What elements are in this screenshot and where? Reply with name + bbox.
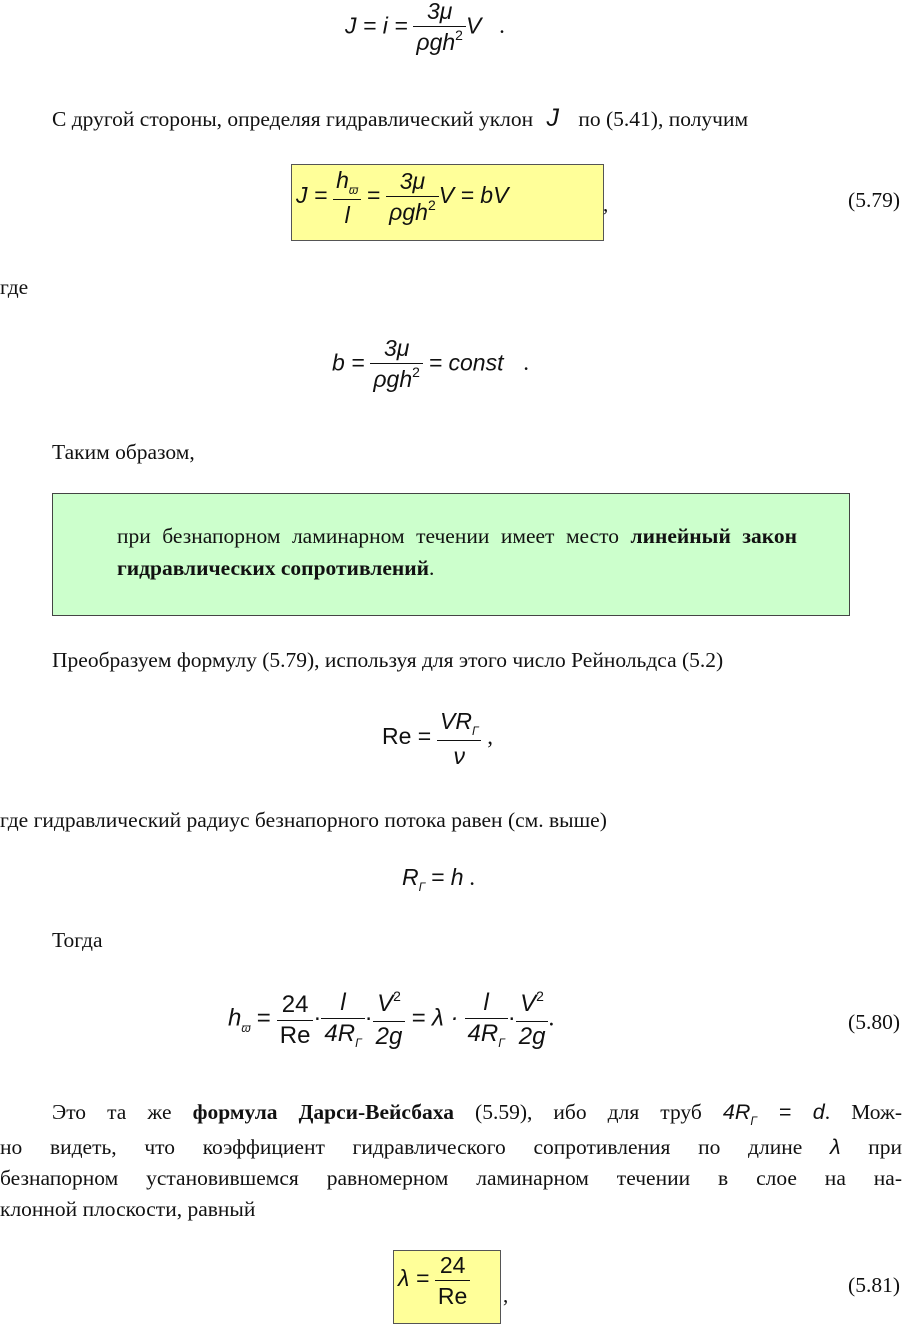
equation-number-5-79: (5.79) [848, 188, 900, 212]
eq579-frac2-den-text: ρgh [389, 198, 428, 225]
eq-b-den [370, 363, 423, 397]
final-l2-math: λ [829, 1135, 841, 1159]
paragraph-hydraulic-radius: где гидравлический радиус безнапорного потока равен (см. выше) [0, 808, 607, 832]
paragraph-transform: Преобразуем формулу (5.79), используя для этого число Рейнольдса (5.2) [52, 648, 724, 672]
eq580-f3-num-pow: 2 [393, 987, 401, 1004]
eq579-frac2-pow: 2 [427, 196, 436, 213]
eq580-f4-den [465, 1018, 508, 1052]
eq-top-num: 3μ [426, 0, 453, 24]
eq580-f4-num: l [483, 989, 489, 1016]
highlight-text [117, 520, 797, 584]
final-l1-c: . Мож- [824, 1100, 902, 1124]
eq-top-fraction [413, 0, 466, 60]
eq579-frac1-num [333, 165, 361, 199]
eq-re-num [437, 706, 481, 740]
final-line-2 [0, 1132, 902, 1163]
eq580-f1-den: Re [277, 1020, 314, 1051]
eq581-den: Re [435, 1280, 470, 1311]
where-label-1: где [0, 275, 29, 299]
eq580-f5-num-text: V [520, 989, 537, 1017]
eq580-f4-den-sub: Г [498, 1036, 505, 1050]
eq-top-lhs: J = i = [345, 12, 408, 39]
eq-rg-end: . [469, 865, 476, 890]
final-l2-a: но видеть, что коэффициент гидравлического сопротивления по длине [0, 1135, 830, 1159]
equation-5-79 [296, 165, 508, 230]
eq580-f3-num-text: V [377, 989, 394, 1017]
eq-top-tail: V [465, 12, 482, 39]
highlight-box [52, 493, 850, 616]
eq579-eq: = [366, 181, 381, 208]
eq580-f1-num: 24 [281, 990, 309, 1018]
highlight-bold: линейный закон гидравлических сопротивлений [117, 524, 797, 580]
eq580-eq1: = [256, 1004, 271, 1032]
thus-text: Таким образом, [52, 440, 195, 464]
eq-re-num-sub: Г [471, 724, 479, 738]
equation-5-80 [228, 988, 554, 1052]
eq-re-fraction [437, 706, 481, 771]
eq581-lhs: λ = [398, 1264, 430, 1291]
final-line-4: клонной плоскости, равный [0, 1197, 256, 1221]
eq579-lhs: J = [296, 181, 328, 208]
eq-top-den [413, 26, 466, 60]
eq-b-den-pow: 2 [412, 364, 420, 380]
eq580-dot1: · [313, 1004, 322, 1032]
eq581-comma: , [503, 1283, 509, 1307]
eq-b-end: . [523, 350, 529, 376]
final-l1-math: 4R [722, 1100, 751, 1124]
eq580-dot3: · [507, 1004, 516, 1032]
eq579-frac2-num: 3μ [399, 167, 426, 194]
eq580-frac3 [373, 989, 406, 1052]
eq580-f2-num: l [340, 989, 346, 1016]
highlight-normal: при безнапорном ламинарном течении имеет место [117, 524, 631, 548]
eq580-f3-num [373, 989, 406, 1021]
eq580-frac1 [277, 990, 314, 1051]
equation-reynolds [382, 706, 493, 771]
eq-re-comma: , [487, 723, 493, 749]
eq581-fraction [435, 1250, 470, 1311]
eq580-frac4 [465, 988, 508, 1052]
eq579-tail: V = bV [438, 181, 509, 208]
eq580-f4-den-text: 4R [467, 1020, 499, 1047]
eq-b-tail: = const [428, 349, 504, 376]
eq580-f5-num-pow: 2 [536, 987, 544, 1004]
eq579-frac1 [333, 165, 361, 230]
final-l1-math-sub: Г [750, 1114, 757, 1128]
eq-rg-rhs: = h [430, 864, 464, 890]
eq-b-num: 3μ [383, 335, 410, 361]
final-l1-a: Это та же [52, 1100, 193, 1124]
paragraph-other-side [52, 103, 748, 134]
eq579-frac1-den: l [333, 199, 361, 230]
final-l1-b: (5.59), ибо для труб [453, 1100, 723, 1124]
eq579-frac1-num-text: h [336, 167, 349, 193]
text1-symbol: J [546, 104, 560, 132]
then-text: Тогда [52, 928, 103, 952]
eq580-f2-den-sub: Г [355, 1036, 362, 1050]
eq581-num: 24 [439, 1252, 466, 1278]
eq579-frac1-num-sub: ϖ [348, 183, 359, 197]
equation-number-5-80: (5.80) [848, 1010, 900, 1034]
eq-re-num-text: VR [439, 708, 472, 734]
eq-top-den-pow: 2 [455, 27, 463, 43]
highlight-end: . [429, 556, 435, 580]
eq-rg-lhs: R [402, 864, 419, 890]
eq-re-lhs: Re = [382, 722, 432, 749]
eq580-lhs: h [228, 1004, 242, 1032]
eq-top-den-text: ρgh [416, 29, 456, 55]
text1-after: по (5.41), получим [578, 107, 749, 131]
eq580-f2-den-text: 4R [324, 1020, 356, 1047]
final-line-1 [0, 1097, 902, 1131]
eq580-eq2: = λ · [411, 1004, 459, 1032]
eq-re-den: ν [437, 740, 481, 771]
final-l2-b: при [840, 1135, 902, 1159]
text1-before: С другой стороны, определяя гидравлический уклон [52, 107, 534, 131]
eq579-frac2 [386, 166, 439, 230]
eq-top-end: . [499, 13, 505, 39]
eq580-f3-den: 2g [373, 1021, 406, 1052]
final-l1-math2: = d [756, 1100, 825, 1124]
eq580-f5-den: 2g [516, 1021, 549, 1052]
eq580-f2-den [321, 1018, 364, 1052]
eq-b-fraction [370, 333, 423, 397]
equation-b [332, 333, 529, 397]
eq-b-den-text: ρgh [373, 366, 413, 392]
eq580-end: . [548, 1005, 555, 1032]
final-line-3: безнапорном установившемся равномерном ламинарном течении в слое на на- [0, 1166, 902, 1190]
equation-j-top [345, 0, 505, 60]
equation-rg [402, 864, 476, 894]
eq580-frac5 [516, 989, 549, 1052]
eq580-frac2 [321, 988, 364, 1052]
equation-5-81 [398, 1250, 470, 1311]
eq579-frac2-den [386, 196, 439, 230]
eq580-f5-num [516, 989, 549, 1021]
eq-rg-sub: Г [418, 880, 426, 894]
equation-number-5-81: (5.81) [848, 1273, 900, 1297]
eq580-dot2: · [364, 1004, 373, 1032]
eq580-lhs-sub: ϖ [241, 1020, 251, 1035]
eq579-comma: , [603, 192, 609, 216]
final-l1-bold: формула Дарси-Вейсбаха [192, 1100, 454, 1124]
eq-b-lhs: b = [332, 349, 365, 376]
